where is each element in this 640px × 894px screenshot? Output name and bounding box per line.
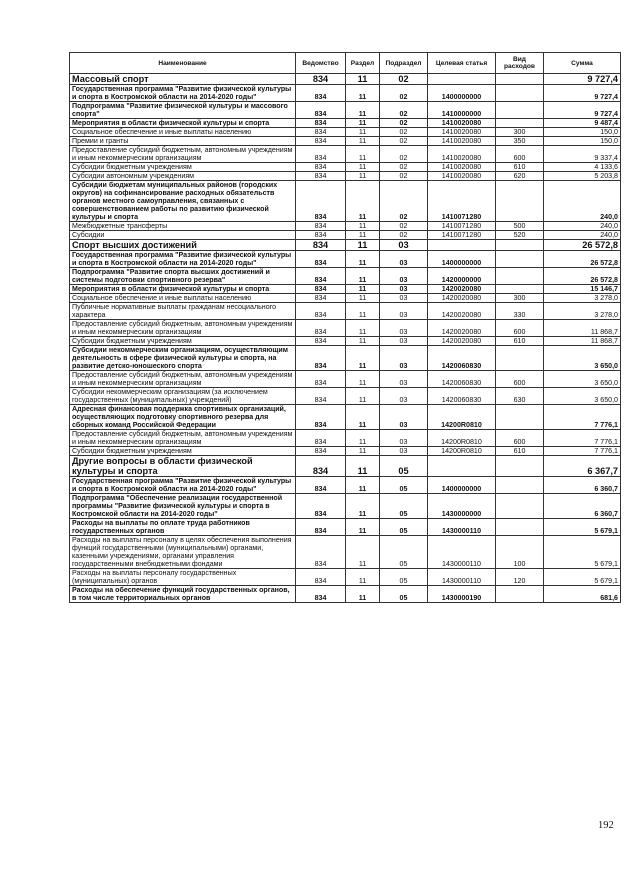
row-expense-type: 600: [496, 146, 544, 163]
row-subsection: 03: [380, 430, 428, 447]
row-subsection: 02: [380, 119, 428, 128]
row-subsection: 05: [380, 477, 428, 494]
row-name: Субсидии бюджетным учреждениям: [70, 337, 296, 346]
row-amount: 681,6: [544, 586, 621, 603]
table-row: [70, 430, 621, 447]
row-section: 11: [346, 303, 380, 320]
col-header-department: Ведомство: [296, 53, 346, 74]
col-header-target-item: Целевая статья: [428, 53, 496, 74]
row-department: 834: [296, 337, 346, 346]
row-expense-type: 350: [496, 137, 544, 146]
table-row: [70, 85, 621, 102]
row-name: Государственная программа "Развитие физической культуры и спорта в Костромской области на 2014-2020 годы": [70, 477, 296, 494]
row-amount: 150,0: [544, 128, 621, 137]
row-target-item: 1410000000: [428, 102, 496, 119]
table-row: [70, 320, 621, 337]
row-section: 11: [346, 430, 380, 447]
row-name: Субсидии: [70, 231, 296, 240]
row-section: 11: [346, 74, 380, 85]
row-target-item: 1410020080: [428, 137, 496, 146]
row-subsection: 05: [380, 519, 428, 536]
col-header-name: Наименование: [70, 53, 296, 74]
row-subsection: 02: [380, 128, 428, 137]
row-amount: 3 278,0: [544, 303, 621, 320]
row-department: 834: [296, 569, 346, 586]
table-row: [70, 405, 621, 430]
row-name: Субсидии некоммерческим организациям, осуществляющим деятельность в сфере физической культуры и спорта, на развитие детско-юношеского спорта: [70, 346, 296, 371]
row-target-item: 1420000000: [428, 268, 496, 285]
row-expense-type: [496, 494, 544, 519]
table-row: [70, 294, 621, 303]
row-section: 11: [346, 519, 380, 536]
row-section: 11: [346, 320, 380, 337]
row-subsection: 03: [380, 346, 428, 371]
row-expense-type: [496, 85, 544, 102]
row-target-item: [428, 74, 496, 85]
table-row: [70, 447, 621, 456]
row-section: 11: [346, 586, 380, 603]
row-amount: 5 679,1: [544, 519, 621, 536]
row-amount: 240,0: [544, 222, 621, 231]
row-target-item: 1400000000: [428, 251, 496, 268]
row-amount: 5 679,1: [544, 536, 621, 569]
row-subsection: 03: [380, 303, 428, 320]
row-department: 834: [296, 388, 346, 405]
row-expense-type: [496, 74, 544, 85]
row-subsection: 03: [380, 285, 428, 294]
row-target-item: 1420020080: [428, 294, 496, 303]
row-target-item: 14200R0810: [428, 430, 496, 447]
row-name: Субсидии автономным учреждениям: [70, 172, 296, 181]
row-section: 11: [346, 337, 380, 346]
row-department: 834: [296, 268, 346, 285]
row-subsection: 05: [380, 586, 428, 603]
row-target-item: 1410020080: [428, 128, 496, 137]
row-department: 834: [296, 119, 346, 128]
row-section: 11: [346, 294, 380, 303]
row-expense-type: 610: [496, 337, 544, 346]
row-amount: 9 727,4: [544, 102, 621, 119]
row-name: Подпрограмма "Развитие физической культуры и массового спорта": [70, 102, 296, 119]
row-department: 834: [296, 222, 346, 231]
row-section: 11: [346, 447, 380, 456]
row-expense-type: [496, 102, 544, 119]
row-subsection: 02: [380, 181, 428, 222]
row-amount: 9 487,4: [544, 119, 621, 128]
row-target-item: 14200R0810: [428, 405, 496, 430]
row-expense-type: 610: [496, 447, 544, 456]
row-subsection: 03: [380, 320, 428, 337]
row-expense-type: [496, 268, 544, 285]
row-name: Субсидии некоммерческим организациям (за исключением государственных (муниципальных) учреждений): [70, 388, 296, 405]
table-row: [70, 222, 621, 231]
row-department: 834: [296, 430, 346, 447]
row-name: Расходы на выплаты персоналу в целях обеспечения выполнения функций государственными (муниципальными) органами, казенными учреждениями, органами управления государственными внебюджетными фондами: [70, 536, 296, 569]
row-expense-type: 600: [496, 371, 544, 388]
row-expense-type: 600: [496, 430, 544, 447]
row-department: 834: [296, 405, 346, 430]
row-target-item: 1400000000: [428, 85, 496, 102]
row-department: 834: [296, 371, 346, 388]
row-department: 834: [296, 494, 346, 519]
row-name: Публичные нормативные выплаты гражданам несоциального характера: [70, 303, 296, 320]
table-row: [70, 240, 621, 251]
row-amount: 26 572,8: [544, 268, 621, 285]
table-row: [70, 119, 621, 128]
row-name: Расходы на выплаты персоналу государственных (муниципальных) органов: [70, 569, 296, 586]
row-subsection: 02: [380, 146, 428, 163]
row-expense-type: [496, 456, 544, 477]
row-section: 11: [346, 119, 380, 128]
row-target-item: 1430000000: [428, 494, 496, 519]
row-section: 11: [346, 569, 380, 586]
row-target-item: 1430000110: [428, 536, 496, 569]
row-target-item: 1410071280: [428, 222, 496, 231]
row-expense-type: 520: [496, 231, 544, 240]
row-expense-type: 630: [496, 388, 544, 405]
budget-table: [69, 52, 621, 603]
row-section: 11: [346, 137, 380, 146]
row-name: Мероприятия в области физической культуры и спорта: [70, 119, 296, 128]
col-header-expense-type: Вид расходов: [496, 53, 544, 74]
row-section: 11: [346, 494, 380, 519]
row-subsection: 03: [380, 251, 428, 268]
table-row: [70, 494, 621, 519]
row-expense-type: [496, 285, 544, 294]
row-subsection: 02: [380, 222, 428, 231]
row-amount: 150,0: [544, 137, 621, 146]
row-amount: 4 133,6: [544, 163, 621, 172]
row-name: Предоставление субсидий бюджетным, автономным учреждениям и иным некоммерческим организациям: [70, 430, 296, 447]
row-target-item: 1410071280: [428, 231, 496, 240]
row-department: 834: [296, 240, 346, 251]
table-row: [70, 569, 621, 586]
row-subsection: 02: [380, 85, 428, 102]
row-amount: 6 360,7: [544, 494, 621, 519]
row-expense-type: 100: [496, 536, 544, 569]
col-header-section: Раздел: [346, 53, 380, 74]
row-expense-type: 120: [496, 569, 544, 586]
row-expense-type: 300: [496, 294, 544, 303]
row-department: 834: [296, 285, 346, 294]
row-section: 11: [346, 146, 380, 163]
row-name: Государственная программа "Развитие физической культуры и спорта в Костромской области на 2014-2020 годы": [70, 251, 296, 268]
row-subsection: 05: [380, 536, 428, 569]
row-section: 11: [346, 231, 380, 240]
row-amount: 7 776,1: [544, 405, 621, 430]
table-row: [70, 285, 621, 294]
row-section: 11: [346, 102, 380, 119]
row-amount: 26 572,8: [544, 240, 621, 251]
row-target-item: 1400000000: [428, 477, 496, 494]
row-target-item: 1430000110: [428, 569, 496, 586]
row-department: 834: [296, 519, 346, 536]
page-number: 192: [598, 820, 614, 831]
row-subsection: 02: [380, 172, 428, 181]
row-section: 11: [346, 346, 380, 371]
table-row: [70, 102, 621, 119]
row-department: 834: [296, 346, 346, 371]
row-name: Субсидии бюджетным учреждениям: [70, 447, 296, 456]
row-department: 834: [296, 303, 346, 320]
row-department: 834: [296, 251, 346, 268]
row-amount: 240,0: [544, 181, 621, 222]
row-department: 834: [296, 447, 346, 456]
table-row: [70, 519, 621, 536]
row-department: 834: [296, 163, 346, 172]
row-subsection: 02: [380, 74, 428, 85]
row-subsection: 05: [380, 494, 428, 519]
row-department: 834: [296, 85, 346, 102]
row-name: Расходы на выплаты по оплате труда работников государственных органов: [70, 519, 296, 536]
row-target-item: 1420020080: [428, 285, 496, 294]
row-amount: 3 650,0: [544, 388, 621, 405]
row-amount: 3 278,0: [544, 294, 621, 303]
row-name: Государственная программа "Развитие физической культуры и спорта в Костромской области на 2014-2020 годы": [70, 85, 296, 102]
table-row: [70, 137, 621, 146]
row-target-item: [428, 456, 496, 477]
row-section: 11: [346, 85, 380, 102]
row-name: Спорт высших достижений: [70, 240, 296, 251]
row-target-item: 1420060830: [428, 388, 496, 405]
row-target-item: 1410071280: [428, 181, 496, 222]
row-name: Другие вопросы в области физической культуры и спорта: [70, 456, 296, 477]
row-amount: 11 868,7: [544, 320, 621, 337]
table-row: [70, 346, 621, 371]
row-section: 11: [346, 405, 380, 430]
row-department: 834: [296, 477, 346, 494]
row-name: Субсидии бюджетным учреждениям: [70, 163, 296, 172]
row-expense-type: [496, 519, 544, 536]
row-expense-type: 600: [496, 320, 544, 337]
table-row: [70, 146, 621, 163]
table-row: [70, 477, 621, 494]
row-section: 11: [346, 285, 380, 294]
row-target-item: [428, 240, 496, 251]
col-header-subsection: Подраздел: [380, 53, 428, 74]
row-amount: 15 146,7: [544, 285, 621, 294]
row-subsection: 03: [380, 388, 428, 405]
row-amount: 5 679,1: [544, 569, 621, 586]
row-target-item: 1410020080: [428, 119, 496, 128]
row-expense-type: [496, 477, 544, 494]
row-name: Предоставление субсидий бюджетным, автономным учреждениям и иным некоммерческим организациям: [70, 320, 296, 337]
row-amount: 9 337,4: [544, 146, 621, 163]
table-row: [70, 371, 621, 388]
row-amount: 240,0: [544, 231, 621, 240]
row-name: Подпрограмма "Развитие спорта высших достижений и системы подготовки спортивного резерва": [70, 268, 296, 285]
row-department: 834: [296, 181, 346, 222]
col-header-amount: Сумма: [544, 53, 621, 74]
row-subsection: 03: [380, 447, 428, 456]
row-expense-type: [496, 251, 544, 268]
table-row: [70, 268, 621, 285]
row-section: 11: [346, 456, 380, 477]
row-name: Подпрограмма "Обеспечение реализации государственной программы "Развитие физической культуры и спорта в Костромской области на 2014-2020 годы": [70, 494, 296, 519]
row-department: 834: [296, 74, 346, 85]
row-expense-type: 300: [496, 128, 544, 137]
row-section: 11: [346, 163, 380, 172]
row-expense-type: [496, 119, 544, 128]
row-expense-type: 500: [496, 222, 544, 231]
row-department: 834: [296, 586, 346, 603]
row-target-item: 1410020080: [428, 146, 496, 163]
row-subsection: 05: [380, 569, 428, 586]
row-section: 11: [346, 268, 380, 285]
table-row: [70, 163, 621, 172]
row-name: Мероприятия в области физической культуры и спорта: [70, 285, 296, 294]
row-expense-type: [496, 240, 544, 251]
row-expense-type: 610: [496, 163, 544, 172]
row-amount: 26 572,8: [544, 251, 621, 268]
row-amount: 9 727,4: [544, 74, 621, 85]
table-row: [70, 303, 621, 320]
row-department: 834: [296, 536, 346, 569]
row-expense-type: 330: [496, 303, 544, 320]
table-row: [70, 536, 621, 569]
row-amount: 6 360,7: [544, 477, 621, 494]
table-row: [70, 586, 621, 603]
row-target-item: 1420020080: [428, 303, 496, 320]
table-row: [70, 456, 621, 477]
table-row: [70, 172, 621, 181]
row-amount: 3 650,0: [544, 371, 621, 388]
row-name: Адресная финансовая поддержка спортивных организаций, осуществляющих подготовку спортивного резерва для сборных команд Российской Федерации: [70, 405, 296, 430]
row-expense-type: [496, 181, 544, 222]
row-subsection: 03: [380, 371, 428, 388]
row-name: Премии и гранты: [70, 137, 296, 146]
table-header-row: [70, 53, 621, 74]
row-target-item: 1410020080: [428, 163, 496, 172]
row-amount: 3 650,0: [544, 346, 621, 371]
row-subsection: 02: [380, 231, 428, 240]
row-name: Социальное обеспечение и иные выплаты населению: [70, 128, 296, 137]
table-row: [70, 231, 621, 240]
row-section: 11: [346, 128, 380, 137]
row-expense-type: [496, 586, 544, 603]
row-target-item: 1420020080: [428, 320, 496, 337]
row-name: Межбюджетные трансферты: [70, 222, 296, 231]
row-department: 834: [296, 294, 346, 303]
row-expense-type: [496, 346, 544, 371]
row-expense-type: [496, 405, 544, 430]
row-department: 834: [296, 456, 346, 477]
row-section: 11: [346, 240, 380, 251]
row-amount: 7 776,1: [544, 430, 621, 447]
row-amount: 7 776,1: [544, 447, 621, 456]
row-section: 11: [346, 251, 380, 268]
row-section: 11: [346, 388, 380, 405]
row-section: 11: [346, 181, 380, 222]
table-row: [70, 74, 621, 85]
row-target-item: 1430000190: [428, 586, 496, 603]
row-subsection: 02: [380, 137, 428, 146]
row-section: 11: [346, 222, 380, 231]
row-department: 834: [296, 146, 346, 163]
row-amount: 9 727,4: [544, 85, 621, 102]
row-name: Предоставление субсидий бюджетным, автономным учреждениям и иным некоммерческим организациям: [70, 371, 296, 388]
row-department: 834: [296, 320, 346, 337]
table-row: [70, 128, 621, 137]
row-department: 834: [296, 102, 346, 119]
row-name: Предоставление субсидий бюджетным, автономным учреждениям и иным некоммерческим организациям: [70, 146, 296, 163]
row-department: 834: [296, 128, 346, 137]
row-section: 11: [346, 536, 380, 569]
row-target-item: 1430000110: [428, 519, 496, 536]
row-amount: 11 868,7: [544, 337, 621, 346]
table-row: [70, 337, 621, 346]
row-subsection: 03: [380, 240, 428, 251]
row-section: 11: [346, 172, 380, 181]
table-row: [70, 251, 621, 268]
table-row: [70, 388, 621, 405]
row-subsection: 03: [380, 294, 428, 303]
row-department: 834: [296, 231, 346, 240]
row-name: Субсидии бюджетам муниципальных районов (городских округов) на софинансирование расходных обязательств органов местного самоуправления, связанных с совершенствованием работы по развитию физической культуры и спорта: [70, 181, 296, 222]
row-name: Массовый спорт: [70, 74, 296, 85]
row-subsection: 02: [380, 163, 428, 172]
row-target-item: 14200R0810: [428, 447, 496, 456]
row-department: 834: [296, 137, 346, 146]
row-department: 834: [296, 172, 346, 181]
row-subsection: 03: [380, 337, 428, 346]
row-target-item: 1420020080: [428, 337, 496, 346]
row-subsection: 03: [380, 405, 428, 430]
row-section: 11: [346, 477, 380, 494]
row-subsection: 05: [380, 456, 428, 477]
table-row: [70, 181, 621, 222]
row-amount: 6 367,7: [544, 456, 621, 477]
row-amount: 5 203,8: [544, 172, 621, 181]
row-target-item: 1420060830: [428, 371, 496, 388]
row-section: 11: [346, 371, 380, 388]
row-name: Социальное обеспечение и иные выплаты населению: [70, 294, 296, 303]
row-subsection: 02: [380, 102, 428, 119]
row-subsection: 03: [380, 268, 428, 285]
row-name: Расходы на обеспечение функций государственных органов, в том числе территориальных органов: [70, 586, 296, 603]
row-target-item: 1420060830: [428, 346, 496, 371]
row-target-item: 1410020080: [428, 172, 496, 181]
row-expense-type: 620: [496, 172, 544, 181]
